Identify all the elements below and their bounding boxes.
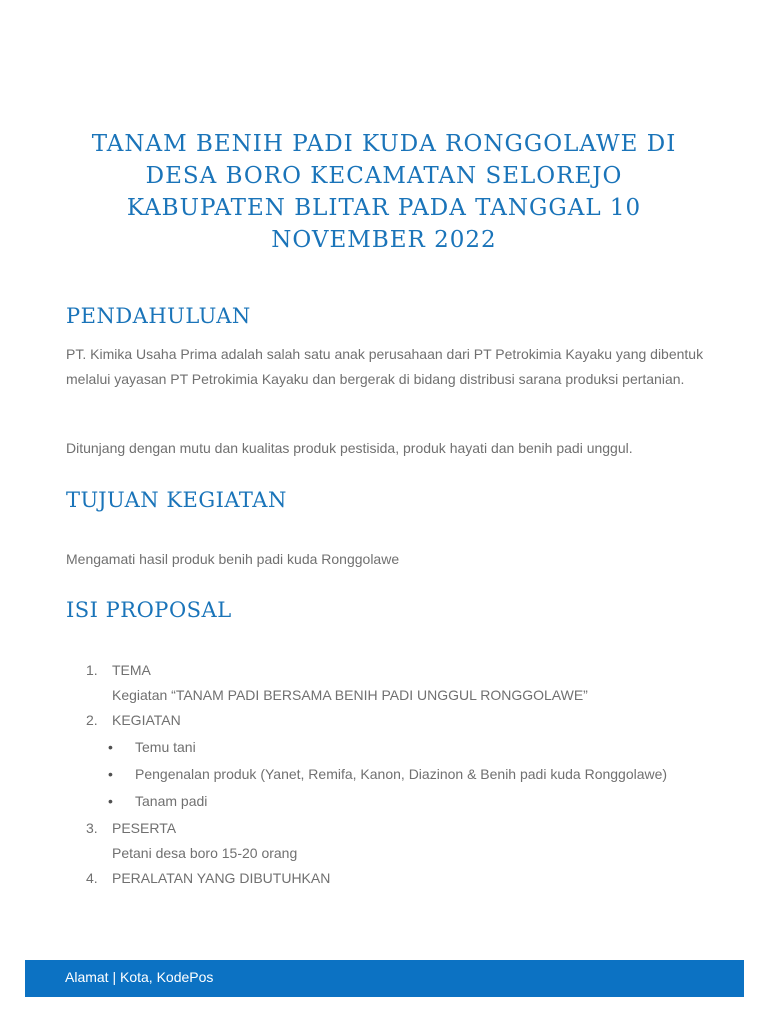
section-heading-isi-proposal: ISI PROPOSAL bbox=[66, 598, 232, 622]
document-title: TANAM BENIH PADI KUDA RONGGOLAWE DI DESA BORO KECAMATAN SELOREJO KABUPATEN BLITAR PADA TANGGAL 10 NOVEMBER 2022 bbox=[91, 131, 677, 253]
footer-address: Alamat | Kota, KodePos bbox=[65, 969, 214, 985]
bullet-list bbox=[66, 735, 706, 814]
bullet-text: Pengenalan produk (Yanet, Remifa, Kanon, Diazinon & Benih padi kuda Ronggolawe) bbox=[135, 766, 668, 782]
list-item bbox=[66, 816, 706, 841]
proposal-list bbox=[66, 658, 706, 891]
bullet-item bbox=[108, 789, 706, 814]
bullet-item bbox=[108, 762, 706, 787]
section-heading-pendahuluan: PENDAHULUAN bbox=[66, 304, 251, 328]
bullet-icon: • bbox=[108, 793, 113, 809]
section-heading-tujuan: TUJUAN KEGIATAN bbox=[66, 488, 287, 512]
bullet-icon: • bbox=[108, 739, 113, 755]
pendahuluan-paragraph-1: PT. Kimika Usaha Prima adalah salah satu anak perusahaan dari PT Petrokimia Kayaku yang dibentuk melalui yayasan PT Petrokimia Kayaku dan bergerak di bidang distribusi sarana produksi pertanian. bbox=[66, 346, 704, 387]
list-item bbox=[66, 866, 706, 891]
list-item-detail: Petani desa boro 15-20 orang bbox=[112, 845, 298, 861]
list-item bbox=[66, 708, 706, 733]
bullet-text: Tanam padi bbox=[135, 793, 208, 809]
list-item-label: TEMA bbox=[112, 662, 151, 678]
list-number: 2. bbox=[86, 712, 98, 728]
list-item-label: KEGIATAN bbox=[112, 712, 181, 728]
list-item-detail: Kegiatan “TANAM PADI BERSAMA BENIH PADI UNGGUL RONGGOLAWE” bbox=[112, 687, 588, 703]
tujuan-paragraph: Mengamati hasil produk benih padi kuda Ronggolawe bbox=[66, 551, 400, 567]
bullet-icon: • bbox=[108, 766, 113, 782]
list-number: 4. bbox=[86, 870, 98, 886]
footer-bar bbox=[25, 960, 744, 997]
bullet-text: Temu tani bbox=[135, 739, 196, 755]
list-number: 3. bbox=[86, 820, 98, 836]
bullet-item bbox=[108, 735, 706, 760]
list-item bbox=[66, 658, 706, 683]
list-item-label: PERALATAN YANG DIBUTUHKAN bbox=[112, 870, 331, 886]
list-item-label: PESERTA bbox=[112, 820, 177, 836]
list-number: 1. bbox=[86, 662, 98, 678]
pendahuluan-paragraph-2: Ditunjang dengan mutu dan kualitas produk pestisida, produk hayati dan benih padi unggul. bbox=[66, 440, 633, 456]
